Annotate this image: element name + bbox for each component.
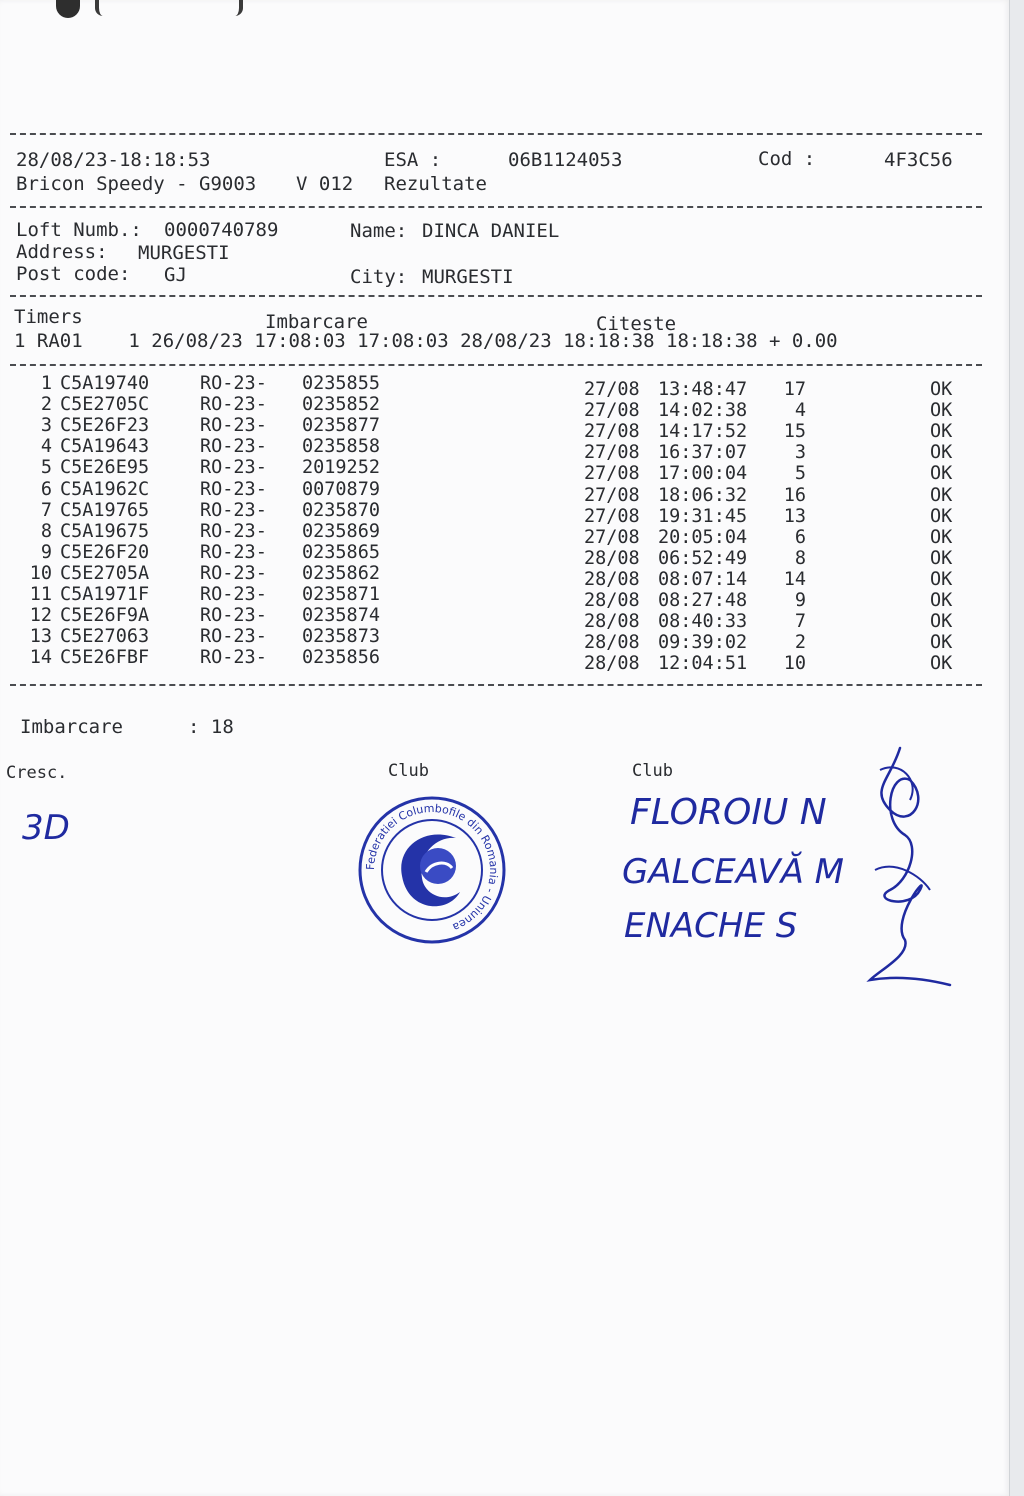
position: 8: [794, 547, 806, 569]
arrival-time: 08:27:48: [658, 590, 748, 611]
postcode-label: Post code:: [16, 263, 131, 285]
cod-value: 4F3C56: [884, 149, 953, 171]
ring-number: 0235869: [302, 520, 380, 542]
position: 5: [794, 463, 806, 485]
ring-number: 0235852: [302, 394, 380, 416]
arrival-date: 28/08: [584, 568, 640, 590]
cresc-label: Cresc.: [6, 763, 68, 783]
name-value: DINCA DANIEL: [422, 220, 560, 242]
ring-number: 0235862: [302, 562, 380, 584]
table-row: [0, 562, 1000, 590]
arrival-date: 28/08: [584, 590, 640, 611]
ring-prefix: RO-23-: [200, 457, 267, 479]
table-row: [0, 541, 1000, 569]
row-index: 14: [29, 647, 52, 669]
ring-prefix: RO-23-: [200, 436, 267, 458]
position: 4: [794, 400, 806, 422]
row-index: 9: [40, 541, 52, 563]
timers-label: Timers: [14, 306, 83, 328]
status: OK: [930, 442, 953, 464]
city-value: MURGESTI: [422, 266, 514, 288]
status: OK: [930, 484, 953, 506]
row-index: 5: [40, 457, 52, 479]
address-value: MURGESTI: [138, 242, 230, 264]
ring-number: 0235874: [302, 605, 380, 627]
separator: [10, 364, 982, 366]
status: OK: [930, 611, 953, 633]
row-index: 10: [29, 562, 52, 584]
arrival-time: 06:52:49: [658, 547, 748, 569]
arrival-time: 14:02:38: [658, 400, 748, 422]
handwritten-initials: 3D: [22, 808, 70, 848]
row-index: 7: [40, 499, 52, 521]
status: OK: [930, 632, 953, 654]
status: OK: [930, 505, 953, 527]
ring-prefix: RO-23-: [200, 415, 267, 437]
postcode-value: GJ: [164, 264, 187, 286]
position: 9: [794, 590, 806, 611]
status: OK: [930, 379, 953, 400]
table-row: [0, 373, 1000, 400]
ring-prefix: RO-23-: [200, 499, 267, 521]
ring-prefix: RO-23-: [200, 605, 267, 627]
ring-prefix: RO-23-: [200, 541, 267, 563]
arrival-time: 13:48:47: [658, 379, 748, 400]
arrival-time: 08:07:14: [658, 568, 748, 590]
imbarcare-total-value: : 18: [188, 716, 234, 738]
club-stamp: [356, 796, 508, 944]
position: 6: [794, 526, 806, 548]
citeste-header: Citeste: [596, 313, 677, 335]
ring-code: C5E26F20: [60, 541, 150, 563]
position: 13: [783, 505, 806, 527]
table-row: [0, 415, 1000, 443]
ring-code: C5E26E95: [60, 457, 150, 479]
club-label-2: Club: [632, 761, 673, 781]
city-label: City:: [350, 266, 408, 288]
print-datetime: 28/08/23-18:18:53: [16, 149, 211, 171]
row-index: 6: [40, 478, 52, 500]
row-index: 2: [40, 394, 52, 416]
arrival-time: 12:04:51: [658, 653, 748, 675]
ring-prefix: RO-23-: [200, 373, 267, 394]
ring-number: 0235858: [302, 436, 380, 458]
status: OK: [930, 400, 953, 422]
name-label: Name:: [350, 220, 408, 242]
position: 7: [794, 611, 806, 633]
ring-code: C5A19765: [60, 499, 150, 521]
table-row: [0, 520, 1000, 548]
row-index: 11: [29, 584, 52, 605]
row-index: 1: [40, 373, 52, 394]
loft-value: 0000740789: [164, 219, 279, 241]
ring-code: C5A1971F: [60, 584, 150, 605]
arrival-date: 27/08: [584, 400, 640, 422]
esa-value: 06B1124053: [508, 149, 623, 171]
row-index: 4: [40, 436, 52, 458]
table-row: [0, 499, 1000, 527]
loft-label: Loft Numb.:: [16, 219, 142, 241]
arrival-time: 14:17:52: [658, 421, 748, 443]
ring-code: C5E2705A: [60, 562, 150, 584]
device-name: Bricon Speedy - G9003: [16, 173, 257, 195]
club-label-1: Club: [388, 761, 429, 781]
arrival-time: 08:40:33: [658, 611, 748, 633]
table-row: [0, 478, 1000, 506]
ring-number: 0235855: [302, 373, 380, 394]
ring-code: C5E26F23: [60, 415, 150, 437]
arrival-date: 27/08: [584, 484, 640, 506]
report-title: Rezultate: [384, 173, 487, 195]
position: 16: [783, 484, 806, 506]
ring-code: C5E26FBF: [60, 647, 150, 669]
ring-prefix: RO-23-: [200, 626, 267, 648]
arrival-date: 27/08: [584, 526, 640, 548]
ring-number: 0235877: [302, 415, 380, 437]
ring-prefix: RO-23-: [200, 478, 267, 500]
arrival-time: 20:05:04: [658, 526, 748, 548]
table-row: [0, 647, 1000, 675]
arrival-time: 16:37:07: [658, 442, 748, 464]
timer-line: 1 RA01 1 26/08/23 17:08:03 17:08:03 28/08/23 18:18:38 18:18:38 + 0.00: [14, 330, 838, 352]
ring-code: C5E27063: [60, 626, 150, 648]
table-row: [0, 394, 1000, 422]
arrival-date: 28/08: [584, 632, 640, 654]
arrival-date: 27/08: [584, 442, 640, 464]
handwritten-name-1: FLOROIU N: [630, 792, 827, 833]
handwritten-name-3: ENACHE S: [624, 906, 798, 946]
ring-number: 2019252: [302, 457, 380, 479]
status: OK: [930, 590, 953, 611]
position: 15: [783, 421, 806, 443]
table-row: [0, 436, 1000, 464]
arrival-date: 27/08: [584, 379, 640, 400]
stamp-ring-text: Federatiei Columbofile din Romania - Uniunea: [363, 801, 501, 934]
address-label: Address:: [16, 241, 108, 263]
separator: [10, 684, 982, 686]
arrival-date: 27/08: [584, 505, 640, 527]
separator: [10, 133, 982, 135]
imbarcare-header: Imbarcare: [265, 311, 368, 333]
ring-number: 0070879: [302, 478, 380, 500]
arrival-time: 19:31:45: [658, 505, 748, 527]
cod-label: Cod :: [758, 148, 816, 170]
position: 3: [794, 442, 806, 464]
table-row: [0, 626, 1000, 654]
ring-code: C5A19675: [60, 520, 150, 542]
position: 2: [794, 632, 806, 654]
row-index: 12: [29, 605, 52, 627]
paper-edge: [1009, 0, 1024, 1496]
ring-code: C5A19643: [60, 436, 150, 458]
position: 14: [783, 568, 806, 590]
status: OK: [930, 463, 953, 485]
status: OK: [930, 526, 953, 548]
arrival-time: 17:00:04: [658, 463, 748, 485]
ring-number: 0235865: [302, 541, 380, 563]
arrival-time: 18:06:32: [658, 484, 748, 506]
table-row: [0, 457, 1000, 485]
arrival-date: 27/08: [584, 421, 640, 443]
status: OK: [930, 568, 953, 590]
ring-number: 0235873: [302, 626, 380, 648]
esa-label: ESA :: [384, 149, 442, 171]
status: OK: [930, 653, 953, 675]
ring-prefix: RO-23-: [200, 584, 267, 605]
ring-prefix: RO-23-: [200, 520, 267, 542]
ring-number: 0235870: [302, 499, 380, 521]
position: 10: [783, 653, 806, 675]
arrival-date: 28/08: [584, 611, 640, 633]
ring-code: C5E2705C: [60, 394, 150, 416]
top-clip: [95, 0, 243, 16]
position: 17: [783, 379, 806, 400]
status: OK: [930, 547, 953, 569]
row-index: 8: [40, 520, 52, 542]
row-index: 3: [40, 415, 52, 437]
ring-code: C5A1962C: [60, 478, 150, 500]
table-row: [0, 605, 1000, 633]
ring-number: 0235871: [302, 584, 380, 605]
arrival-date: 28/08: [584, 653, 640, 675]
signature: [850, 740, 960, 990]
ring-prefix: RO-23-: [200, 647, 267, 669]
status: OK: [930, 421, 953, 443]
separator: [10, 295, 982, 297]
ring-prefix: RO-23-: [200, 562, 267, 584]
handwritten-name-2: GALCEAVĂ M: [622, 852, 844, 892]
table-row: [0, 584, 1000, 611]
device-version: V 012: [296, 173, 354, 195]
ring-code: C5E26F9A: [60, 605, 150, 627]
row-index: 13: [29, 626, 52, 648]
ring-code: C5A19740: [60, 373, 150, 394]
arrival-time: 09:39:02: [658, 632, 748, 654]
arrival-date: 28/08: [584, 547, 640, 569]
separator: [10, 206, 982, 208]
ring-prefix: RO-23-: [200, 394, 267, 416]
arrival-date: 27/08: [584, 463, 640, 485]
ring-number: 0235856: [302, 647, 380, 669]
imbarcare-total-label: Imbarcare: [20, 716, 123, 738]
